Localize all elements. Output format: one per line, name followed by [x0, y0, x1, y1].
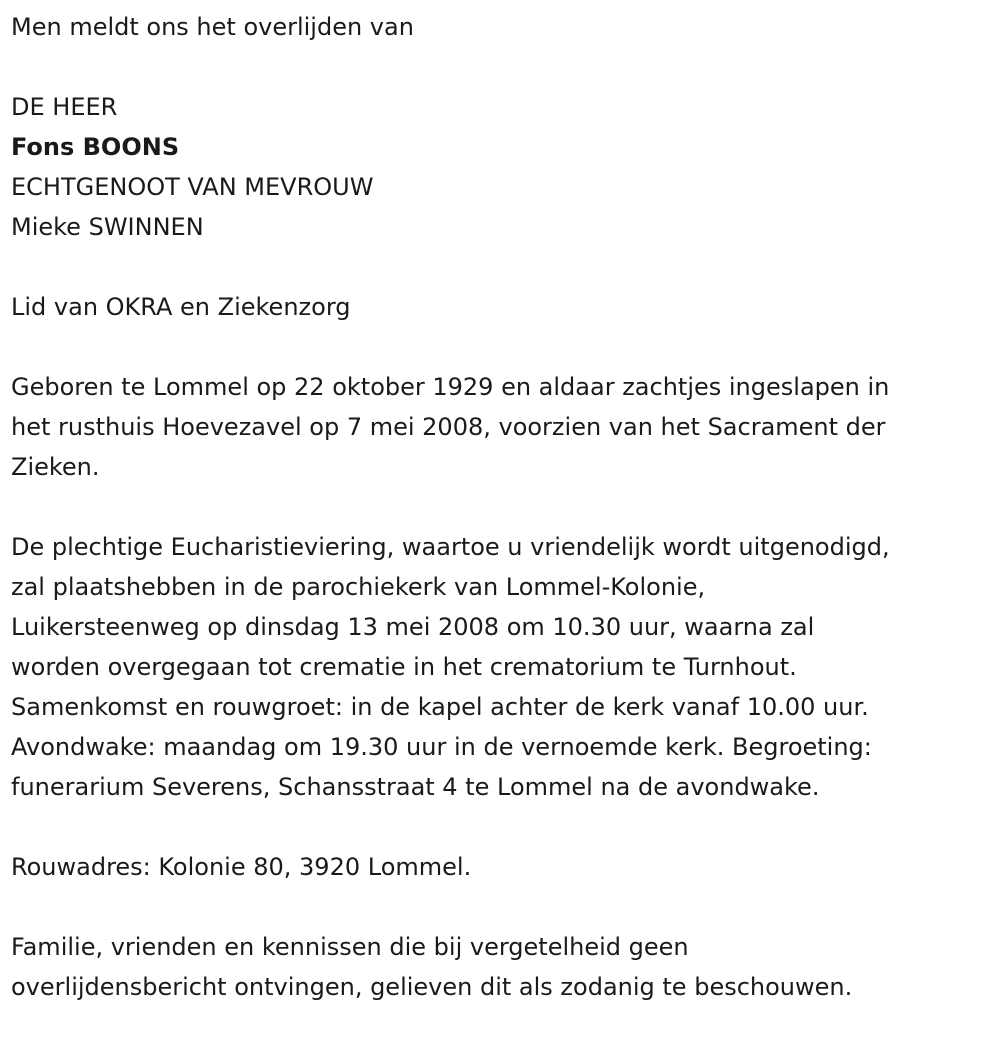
- ceremony-line: Samenkomst en rouwgroet: in de kapel achter de kerk vanaf 10.00 uur.: [11, 693, 869, 721]
- ceremony-line: Luikersteenweg op dinsdag 13 mei 2008 om 10.30 uur, waarna zal: [11, 613, 815, 641]
- deceased-name: Fons BOONS: [11, 133, 180, 161]
- spacer: [11, 487, 996, 527]
- spouse-label: ECHTGENOOT VAN MEVROUW: [11, 173, 374, 201]
- spacer: [11, 327, 996, 367]
- ceremony-line: worden overgegaan tot crematie in het crematorium te Turnhout.: [11, 653, 797, 681]
- spouse-name: Mieke SWINNEN: [11, 213, 204, 241]
- birth-death-line: Zieken.: [11, 453, 100, 481]
- ceremony-line: De plechtige Eucharistieviering, waartoe u vriendelijk wordt uitgenodigd,: [11, 533, 890, 561]
- spacer: [11, 887, 996, 927]
- ceremony-line: zal plaatshebben in de parochiekerk van Lommel-Kolonie,: [11, 573, 706, 601]
- closing-line: Familie, vrienden en kennissen die bij vergetelheid geen: [11, 933, 689, 961]
- spacer: [11, 247, 996, 287]
- birth-death-line: Geboren te Lommel op 22 oktober 1929 en aldaar zachtjes ingeslapen in: [11, 373, 890, 401]
- closing-line: overlijdensbericht ontvingen, gelieven dit als zodanig te beschouwen.: [11, 973, 853, 1001]
- ceremony-line: funerarium Severens, Schansstraat 4 te Lommel na de avondwake.: [11, 773, 820, 801]
- obituary-notice: [11, 7, 996, 1007]
- mourning-address: Rouwadres: Kolonie 80, 3920 Lommel.: [11, 853, 472, 881]
- birth-death-line: het rusthuis Hoevezavel op 7 mei 2008, voorzien van het Sacrament der: [11, 413, 886, 441]
- membership-text: Lid van OKRA en Ziekenzorg: [11, 293, 351, 321]
- ceremony-line: Avondwake: maandag om 19.30 uur in de vernoemde kerk. Begroeting:: [11, 733, 872, 761]
- title-prefix: DE HEER: [11, 93, 118, 121]
- spacer: [11, 807, 996, 847]
- spacer: [11, 47, 996, 87]
- intro-text: Men meldt ons het overlijden van: [11, 13, 414, 41]
